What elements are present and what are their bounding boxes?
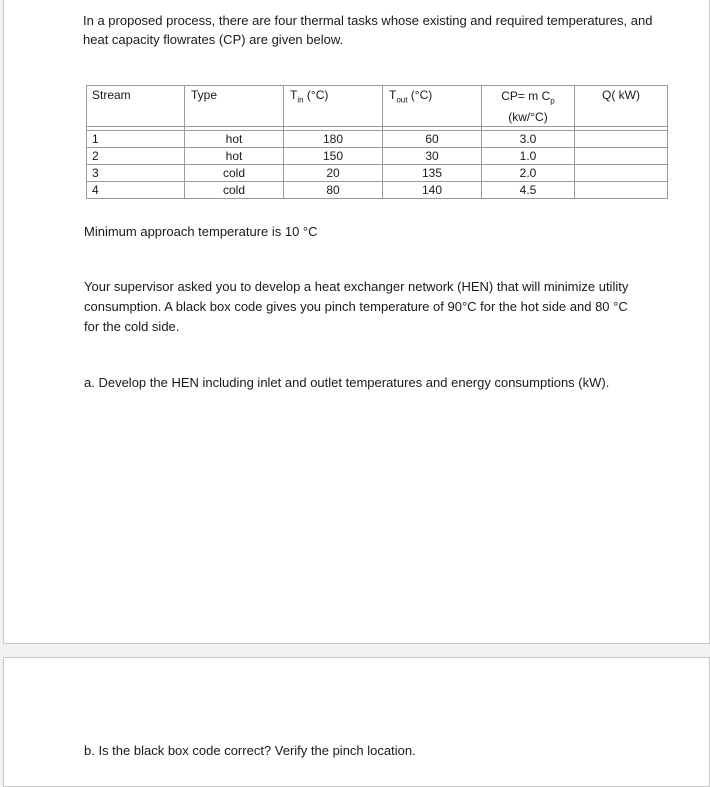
header-cp-main: CP= m C (501, 89, 551, 103)
cell-type: cold (185, 165, 284, 182)
header-q: Q( kW) (575, 86, 668, 127)
cell-tout: 30 (383, 148, 482, 165)
header-tin-sub: in (297, 95, 304, 105)
stream-table (86, 85, 668, 199)
header-stream: Stream (87, 86, 185, 127)
cell-tout: 140 (383, 182, 482, 199)
header-tout-main: T (389, 88, 397, 102)
header-cp-sub: p (550, 96, 555, 106)
intro-paragraph: In a proposed process, there are four thermal tasks whose existing and required temperatures, and heat capacity flowrates (CP) are given below. (83, 13, 653, 47)
cell-q (575, 165, 668, 182)
table-row (87, 131, 668, 148)
cell-tin: 150 (284, 148, 383, 165)
cell-tout: 60 (383, 131, 482, 148)
cell-cp: 3.0 (482, 131, 575, 148)
table-row (87, 148, 668, 165)
cell-cp: 4.5 (482, 182, 575, 199)
header-tin-main: T (290, 88, 298, 102)
header-tout (383, 86, 482, 127)
cell-type: hot (185, 131, 284, 148)
cell-q (575, 131, 668, 148)
table-row (87, 182, 668, 199)
cell-cp: 2.0 (482, 165, 575, 182)
header-tout-sub: out (396, 95, 408, 105)
cell-type: cold (185, 182, 284, 199)
header-tin (284, 86, 383, 127)
cell-stream: 3 (87, 165, 185, 182)
cell-stream: 1 (87, 131, 185, 148)
question-b: b. Is the black box code correct? Verify the pinch location. (84, 743, 416, 758)
table-header-row (87, 86, 668, 127)
header-tin-unit: (°C) (303, 88, 329, 102)
cell-stream: 2 (87, 148, 185, 165)
question-card-b (3, 657, 710, 787)
question-a: a. Develop the HEN including inlet and outlet temperatures and energy consumptions (kW). (84, 375, 610, 390)
cell-cp: 1.0 (482, 148, 575, 165)
header-type: Type (185, 86, 284, 127)
header-cp (482, 86, 575, 127)
cell-stream: 4 (87, 182, 185, 199)
table-row (87, 165, 668, 182)
header-cp-unit: (kw/°C) (508, 110, 548, 125)
cell-tin: 20 (284, 165, 383, 182)
cell-tin: 180 (284, 131, 383, 148)
cell-tout: 135 (383, 165, 482, 182)
header-tout-unit: (°C) (407, 88, 433, 102)
header-cp-line1 (501, 89, 555, 106)
cell-type: hot (185, 148, 284, 165)
cell-q (575, 182, 668, 199)
cell-q (575, 148, 668, 165)
cell-tin: 80 (284, 182, 383, 199)
supervisor-paragraph: Your supervisor asked you to develop a heat exchanger network (HEN) that will minimize utility consumption. A black box code gives you pinch temperature of 90°C for the hot side and 80 °C for the cold side. (84, 279, 629, 334)
min-approach-text: Minimum approach temperature is 10 °C (84, 224, 318, 239)
